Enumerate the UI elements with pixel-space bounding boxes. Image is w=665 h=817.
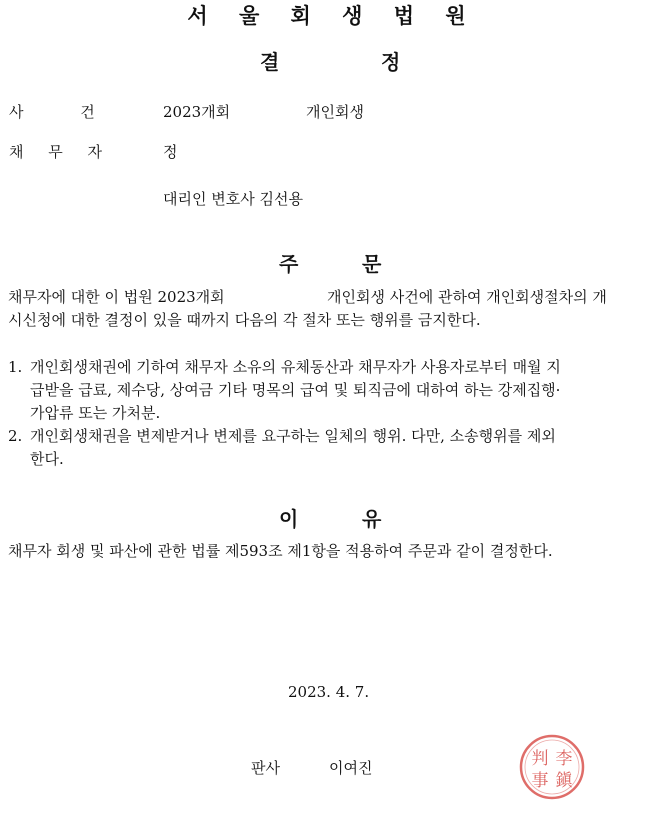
order-heading-left: 주 bbox=[279, 252, 299, 276]
svg-text:鎭: 鎭 bbox=[555, 771, 573, 791]
order-intro-line1a: 채무자에 대한 이 법원 2023개회 bbox=[8, 288, 225, 306]
court-name: 서 울 회 생 법 원 bbox=[187, 3, 478, 28]
debtor-name: 정 bbox=[163, 143, 178, 161]
order-item bbox=[8, 356, 653, 425]
judge-name: 이여진 bbox=[329, 759, 373, 777]
order-item-line: 한다. bbox=[30, 450, 64, 468]
order-item-number: 1. bbox=[8, 358, 23, 376]
reason-heading-left: 이 bbox=[279, 507, 299, 531]
order-heading-right: 문 bbox=[362, 252, 382, 276]
judge-seal-icon bbox=[518, 733, 586, 801]
case-label: 사 건 bbox=[9, 103, 95, 121]
order-intro-line1b: 개인회생 사건에 관하여 개인회생절차의 개 bbox=[327, 288, 607, 306]
order-item-number: 2. bbox=[8, 427, 23, 445]
order-intro-line2: 시신청에 대한 결정이 있을 때까지 다음의 각 절차 또는 행위를 금지한다. bbox=[8, 311, 481, 329]
reason-text: 채무자 회생 및 파산에 관한 법률 제593조 제1항을 적용하여 주문과 같이 결정한다. bbox=[8, 542, 553, 560]
svg-text:事: 事 bbox=[531, 771, 549, 791]
decision-date: 2023. 4. 7. bbox=[288, 683, 370, 701]
reason-heading-right: 유 bbox=[362, 507, 382, 531]
svg-text:判: 判 bbox=[531, 749, 549, 769]
order-item bbox=[8, 425, 653, 471]
representative: 대리인 변호사 김선용 bbox=[163, 190, 303, 208]
order-item-line: 개인회생채권에 기하여 채무자 소유의 유체동산과 채무자가 사용자로부터 매월 지 bbox=[30, 358, 561, 376]
case-number: 2023개회 bbox=[163, 103, 231, 121]
order-item-line: 가압류 또는 가처분. bbox=[30, 404, 161, 422]
case-name: 개인회생 bbox=[306, 103, 364, 121]
svg-text:李: 李 bbox=[555, 749, 573, 769]
doc-title-left: 결 bbox=[260, 50, 280, 74]
debtor-label: 채 무 자 bbox=[9, 143, 103, 161]
order-item-line: 급받을 급료, 제수당, 상여금 기타 명목의 급여 및 퇴직금에 대하여 하는 강제집행· bbox=[30, 381, 561, 399]
order-items-list bbox=[8, 356, 653, 471]
doc-title-right: 정 bbox=[381, 50, 401, 74]
order-item-line: 개인회생채권을 변제받거나 변제를 요구하는 일체의 행위. 다만, 소송행위를 제외 bbox=[30, 427, 556, 445]
judge-title: 판사 bbox=[251, 759, 280, 777]
